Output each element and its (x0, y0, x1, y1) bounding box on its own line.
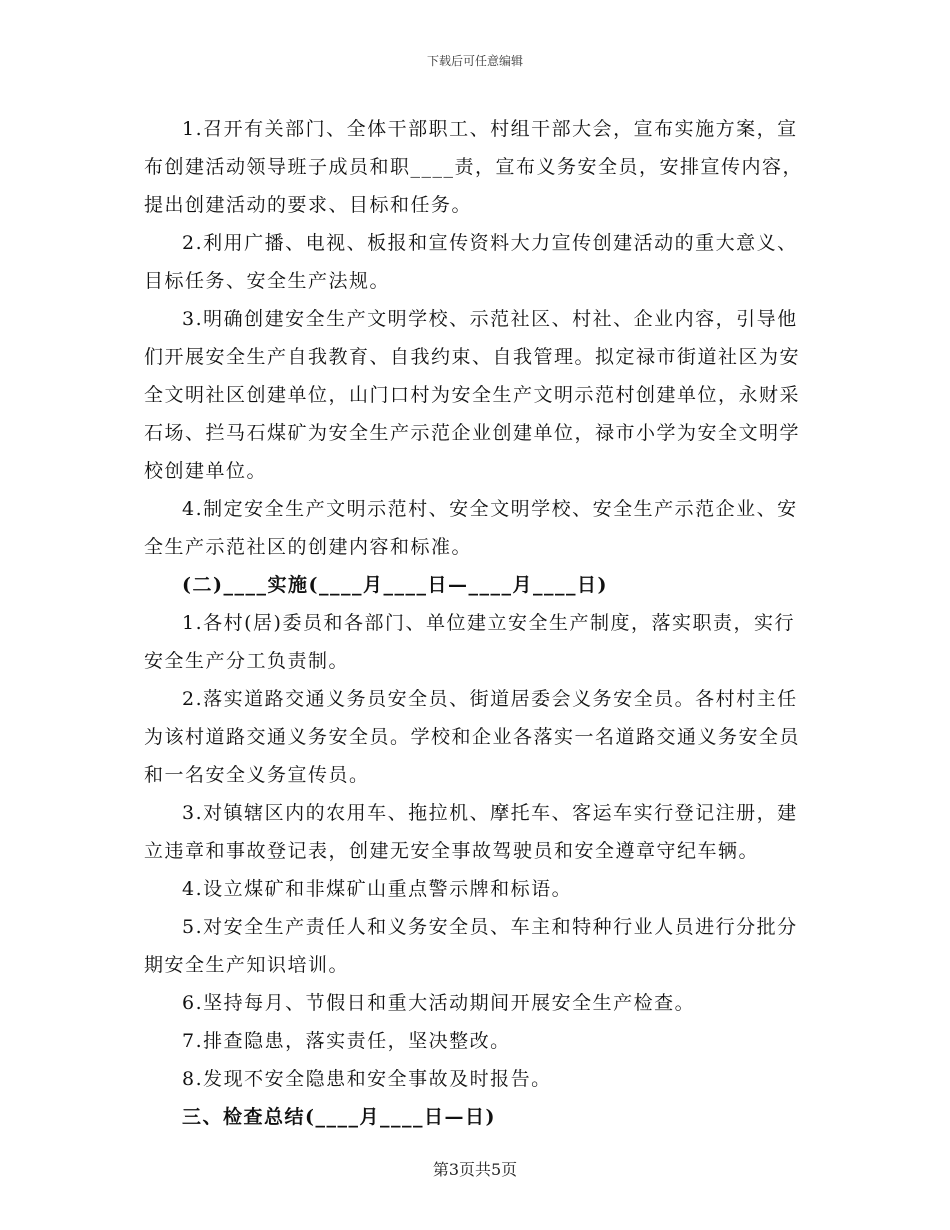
paragraph-item-8: 4.设立煤矿和非煤矿山重点警示牌和标语。 (182, 878, 573, 900)
paragraph-item-1: 1.召开有关部门、全体干部职工、村组干部大会，宣布实施方案，宣布创建活动领导班子成员和职____责，宣布义务安全员，安排宣传内容，提出创建活动的要求、目标和任务。 (144, 118, 804, 216)
paragraph-item-10: 6.坚持每月、节假日和重大活动期间开展安全生产检查。 (182, 992, 696, 1014)
page-header: 下载后可任意编辑 (426, 54, 523, 68)
section-heading-review: 三、检查总结(____月____日—日) (182, 1106, 496, 1128)
paragraph-item-11: 7.排查隐患，落实责任，坚决整改。 (182, 1030, 511, 1052)
paragraph-item-12: 8.发现不安全隐患和安全事故及时报告。 (182, 1068, 552, 1090)
paragraph-item-3: 3.明确创建安全生产文明学校、示范社区、村社、企业内容，引导他们开展安全生产自我教育、自我约束、自我管理。拟定禄市街道社区为安全文明社区创建单位，山门口村为安全生产文明示范村创建单位，永财采石场、拦马石煤矿为安全生产示范企业创建单位，禄市小学为安全文明学校创建单位。 (144, 308, 801, 482)
paragraph-item-5: 1.各村(居)委员和各部门、单位建立安全生产制度，落实职责，实行安全生产分工负责制。 (144, 612, 795, 672)
paragraph-item-4: 4.制定安全生产文明示范村、安全文明学校、安全生产示范企业、安全生产示范社区的创建内容和标准。 (144, 498, 798, 558)
paragraph-item-7: 3.对镇辖区内的农用车、拖拉机、摩托车、客运车实行登记注册，建立违章和事故登记表，创建无安全事故驾驶员和安全遵章守纪车辆。 (144, 802, 798, 862)
page-number: 第3页共5页 (432, 1160, 518, 1179)
paragraph-item-6: 2.落实道路交通义务员安全员、街道居委会义务安全员。各村村主任为该村道路交通义务安全员。学校和企业各落实一名道路交通义务安全员和一名安全义务宣传员。 (144, 688, 801, 786)
paragraph-item-9: 5.对安全生产责任人和义务安全员、车主和特种行业人员进行分批分期安全生产知识培训。 (144, 916, 798, 976)
paragraph-item-2: 2.利用广播、电视、板报和宣传资料大力宣传创建活动的重大意义、目标任务、安全生产法规。 (144, 232, 798, 292)
section-heading-implementation: (二)____实施(____月____日—____月____日) (182, 574, 608, 596)
document-body (144, 110, 809, 1136)
